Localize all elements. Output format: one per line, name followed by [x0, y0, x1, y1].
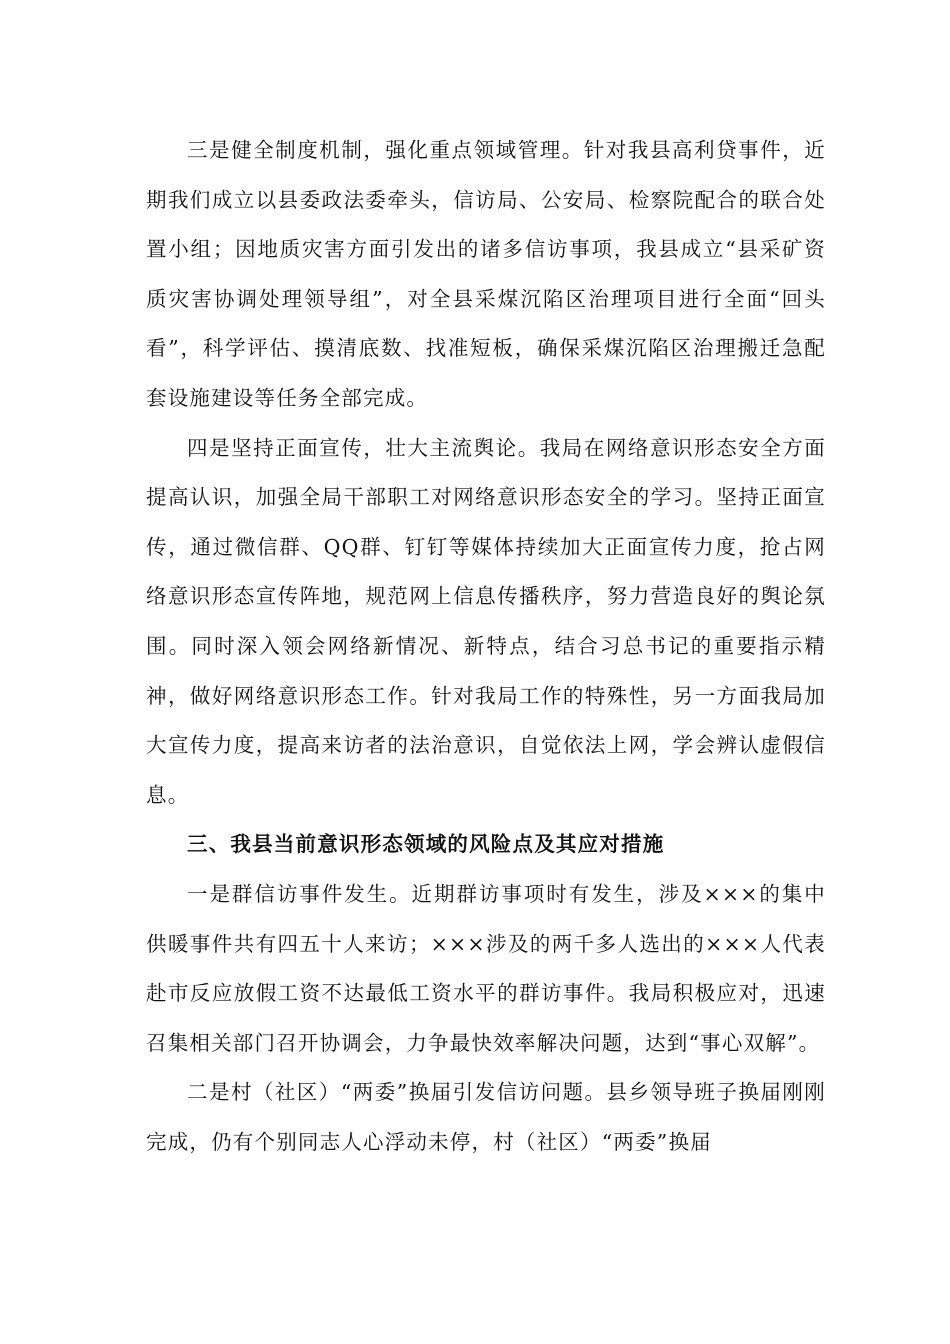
paragraph-four-positive-publicity: 四是坚持正面宣传，壮大主流舆论。我局在网络意识形态安全方面提高认识，加强全局干部职工对网络意识形态安全的学习。坚持正面宣传，通过微信群、QQ群、钉钉等媒体持续加大正面宣传力度，抢占网络意识形态宣传阵地，规范网上信息传播秩序，努力营造良好的舆论氛围。同时深入领会网络新情况、新特点，结合习总书记的重要指示精神，做好网络意识形态工作。针对我局工作的特殊性，另一方面我局加大宣传力度，提高来访者的法治意识，自觉依法上网，学会辨认虚假信息。 [146, 435, 826, 807]
document-page [146, 126, 826, 1167]
section-heading-risk-points: 三、我县当前意识形态领域的风险点及其应对措施 [187, 832, 665, 857]
paragraph-two-village-election: 二是村（社区）“两委”换届引发信访问题。县乡领导班子换届刚刚完成，仍有个别同志人心浮动未停，村（社区）“两委”换届 [146, 1080, 826, 1154]
paragraph-one-group-petition: 一是群信访事件发生。近期群访事项时有发生，涉及×××的集中供暖事件共有四五十人来访；×××涉及的两千多人选出的×××人代表赴市反应放假工资不达最低工资水平的群访事件。我局积极应对，迅速召集相关部门召开协调会，力争最快效率解决问题，达到“事心双解”。 [146, 881, 826, 1055]
paragraph-three-institutional-mechanism: 三是健全制度机制，强化重点领域管理。针对我县高利贷事件，近期我们成立以县委政法委牵头，信访局、公安局、检察院配合的联合处置小组；因地质灾害方面引发出的诸多信访事项，我县成立“县采矿资质灾害协调处理领导组”，对全县采煤沉陷区治理项目进行全面“回头看”，科学评估、摸清底数、找准短板，确保采煤沉陷区治理搬迁急配套设施建设等任务全部完成。 [146, 138, 826, 410]
